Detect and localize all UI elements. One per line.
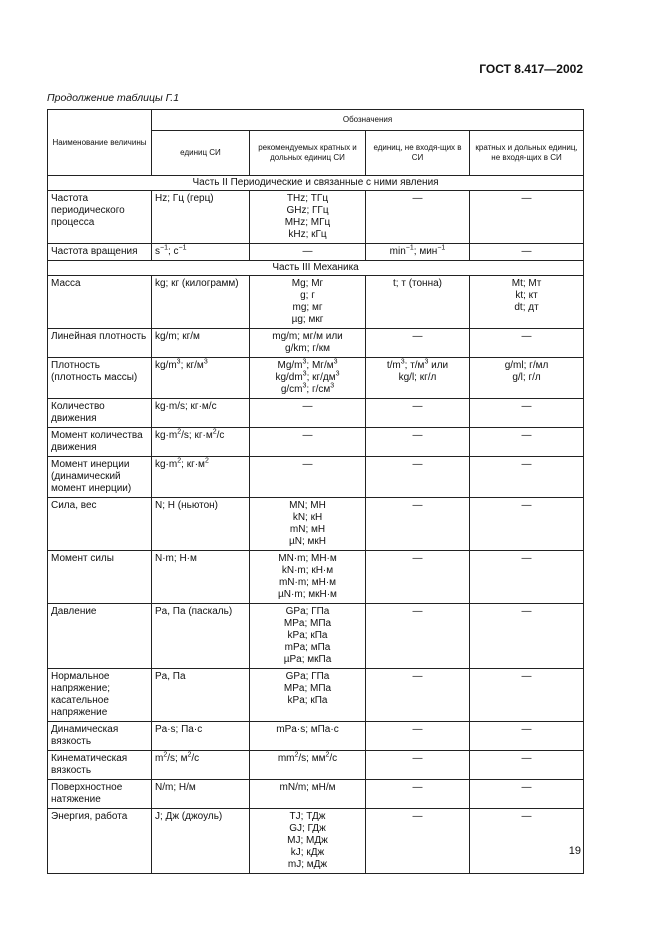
non-si-unit-cell: —	[366, 551, 470, 604]
section-title-part3: Часть III Механика	[48, 261, 584, 276]
exponent: 2	[212, 428, 217, 436]
non-si-unit	[369, 360, 466, 372]
si-unit-cell: N·m; Н·м	[152, 551, 250, 604]
header-si-units: единиц СИ	[152, 131, 250, 176]
quantity-cell: Плотность (плотность массы)	[48, 358, 152, 399]
non-si-unit-cell: —	[366, 604, 470, 669]
exponent: 3	[400, 358, 405, 366]
non-si-multiples-cell: —	[470, 428, 584, 457]
multiple-unit: mJ; мДж	[287, 859, 328, 870]
non-si-multiples-cell: —	[470, 498, 584, 551]
si-unit-cell: N/m; Н/м	[152, 780, 250, 809]
table-row	[48, 780, 584, 809]
non-si-unit-cell: —	[366, 722, 470, 751]
quantity-cell: Кинематическая вязкость	[48, 751, 152, 780]
quantity-cell: Момент инерции (динамический момент инерции)	[48, 457, 152, 498]
exponent: 3	[335, 370, 340, 378]
multiple-unit: mPa; мПа	[284, 642, 331, 653]
si-unit-cell	[152, 428, 250, 457]
header-non-si-units: единиц, не входя-щих в СИ	[366, 131, 470, 176]
si-unit-cell: Pa·s; Па·с	[152, 722, 250, 751]
section-title-part2: Часть II Периодические и связанные с ними явления	[48, 176, 584, 191]
quantity-cell: Момент количества движения	[48, 428, 152, 457]
table-row	[48, 329, 584, 358]
quantity-cell: Поверхностное натяжение	[48, 780, 152, 809]
multiples-cell	[250, 780, 366, 809]
multiple-unit: MPa; МПа	[283, 618, 332, 629]
multiple-unit: GPa; ГПа	[285, 671, 330, 682]
table-row	[48, 751, 584, 780]
si-unit-cell: Pa, Па (паскаль)	[152, 604, 250, 669]
multiple-unit: kN·m; кН·м	[281, 565, 334, 576]
multiple-unit: MN; МН	[289, 500, 326, 511]
unit-text: ; Мг/м	[306, 360, 334, 371]
non-si-multiples-cell	[470, 358, 584, 399]
multiples-cell	[250, 498, 366, 551]
multiple-unit: MJ; МДж	[287, 835, 328, 846]
non-si-unit-cell: —	[366, 751, 470, 780]
table-row	[48, 276, 584, 329]
multiple-unit: kN; кН	[292, 512, 323, 523]
exponent: −1	[178, 244, 187, 252]
multiples-cell	[250, 551, 366, 604]
units-table	[47, 109, 584, 874]
multiples-cell	[250, 604, 366, 669]
table-row	[48, 358, 584, 399]
table-row	[48, 244, 584, 261]
unit-text: /s; кг·м	[181, 430, 213, 441]
multiple-unit: mN; мН	[289, 524, 326, 535]
si-unit-cell: Pa, Па	[152, 669, 250, 722]
quantity-cell: Момент силы	[48, 551, 152, 604]
table-caption: Продолжение таблицы Г.1	[47, 92, 180, 104]
unit-text: kg/m	[155, 360, 177, 371]
header-row-1	[48, 110, 584, 131]
document-code: ГОСТ 8.417—2002	[479, 62, 583, 76]
multiple-unit: kPa; кПа	[287, 695, 328, 706]
si-unit-cell	[152, 358, 250, 399]
multiple-unit: g/km; г/км	[285, 343, 330, 354]
multiple-unit: TJ; ТДж	[289, 811, 326, 822]
table-row	[48, 498, 584, 551]
table-row	[48, 722, 584, 751]
multiple-unit: µN·m; мкН·м	[278, 589, 337, 600]
multiple-unit: µPa; мкПа	[283, 654, 332, 665]
multiples-cell	[250, 191, 366, 244]
page-number: 19	[568, 845, 581, 857]
exponent: −1	[405, 244, 414, 252]
non-si-multiples-cell: —	[470, 551, 584, 604]
exponent: 2	[177, 428, 182, 436]
unit-text: /s; мм	[298, 753, 326, 764]
multiple-unit: g; г	[300, 290, 315, 301]
non-si-unit-cell: t; т (тонна)	[366, 276, 470, 329]
non-si-unit-cell	[366, 358, 470, 399]
quantity-cell: Частота периодического процесса	[48, 191, 152, 244]
quantity-cell: Энергия, работа	[48, 809, 152, 874]
non-si-unit-cell: —	[366, 809, 470, 874]
unit-text: /s; м	[167, 753, 188, 764]
non-si-multiples-cell: —	[470, 329, 584, 358]
non-si-multiples-cell	[470, 276, 584, 329]
multiple-unit: MHz; МГц	[284, 217, 331, 228]
unit-text: kg/dm	[275, 372, 303, 383]
table-row	[48, 604, 584, 669]
multiple-unit	[253, 384, 362, 396]
multiples-cell	[250, 276, 366, 329]
table-row	[48, 428, 584, 457]
unit-text: /с	[329, 753, 338, 764]
unit-text: mm	[277, 753, 295, 764]
multiple-unit: µg; мкг	[291, 314, 324, 325]
quantity-cell: Количество движения	[48, 399, 152, 428]
si-unit-cell: N; Н (ньютон)	[152, 498, 250, 551]
multiples-cell	[250, 809, 366, 874]
multiple-unit: kHz; кГц	[288, 229, 327, 240]
si-unit-cell: Hz; Гц (герц)	[152, 191, 250, 244]
multiple-unit: mN/m; мН/м	[279, 782, 336, 793]
multiples-cell	[250, 722, 366, 751]
multiple-unit: GPa; ГПа	[285, 606, 330, 617]
exponent: 3	[302, 370, 307, 378]
multiple-unit: GJ; ГДж	[289, 823, 326, 834]
multiples-cell: —	[250, 457, 366, 498]
header-non-si-multiples: кратных и дольных единиц, не входя-щих в СИ	[470, 131, 584, 176]
unit-text: Mg/m	[277, 360, 303, 371]
unit-text: ; кг/м	[180, 360, 204, 371]
exponent: 2	[163, 751, 168, 759]
unit-text: min	[389, 246, 406, 257]
non-si-multiples-cell: —	[470, 669, 584, 722]
multiple-unit: kPa; кПа	[287, 630, 328, 641]
multiple-unit: Mt; Мт	[511, 278, 542, 289]
unit-text: s	[155, 246, 160, 257]
multiples-cell: —	[250, 244, 366, 261]
unit-text: kg·m	[155, 430, 178, 441]
table-row	[48, 809, 584, 874]
header-recommended-multiples: рекомендуемых кратных и дольных единиц СИ	[250, 131, 366, 176]
quantity-cell: Давление	[48, 604, 152, 669]
unit-text: /с	[191, 753, 200, 764]
unit-text: ; с	[167, 246, 179, 257]
multiple-unit: mg/m; мг/м или	[272, 331, 343, 342]
multiples-cell: —	[250, 428, 366, 457]
exponent: 2	[177, 457, 182, 465]
table-row	[48, 551, 584, 604]
quantity-cell: Частота вращения	[48, 244, 152, 261]
exponent: 3	[330, 382, 335, 390]
multiple-unit: kJ; кДж	[290, 847, 325, 858]
non-si-multiples-cell: —	[470, 457, 584, 498]
multiple-unit: g/ml; г/мл	[504, 360, 549, 371]
exponent: 2	[187, 751, 192, 759]
multiple-unit: THz; ТГц	[286, 193, 329, 204]
non-si-multiples-cell: —	[470, 399, 584, 428]
multiple-unit	[253, 360, 362, 372]
table-row	[48, 669, 584, 722]
quantity-cell: Линейная плотность	[48, 329, 152, 358]
non-si-unit-cell: —	[366, 780, 470, 809]
unit-text: ; мин	[413, 246, 438, 257]
exponent: 3	[424, 358, 429, 366]
table-row	[48, 191, 584, 244]
si-unit-cell	[152, 244, 250, 261]
multiple-unit: MN·m; МН·м	[278, 553, 337, 564]
unit-text: /с	[216, 430, 225, 441]
si-unit-cell	[152, 457, 250, 498]
non-si-unit-cell: —	[366, 498, 470, 551]
non-si-multiples-cell: —	[470, 191, 584, 244]
unit-text: ; кг·м	[181, 459, 205, 470]
exponent: 3	[176, 358, 181, 366]
multiples-cell	[250, 329, 366, 358]
exponent: −1	[437, 244, 446, 252]
exponent: 2	[204, 457, 209, 465]
unit-text: ; кг/дм	[306, 372, 336, 383]
multiple-unit: GHz; ГГц	[286, 205, 329, 216]
multiple-unit: g/l; г/л	[512, 372, 541, 383]
multiples-cell: —	[250, 399, 366, 428]
multiple-unit: mPa·s; мПа·с	[276, 724, 339, 735]
exponent: 3	[302, 358, 307, 366]
unit-text: ; г/см	[306, 384, 331, 395]
non-si-unit-cell: —	[366, 329, 470, 358]
non-si-unit-cell: —	[366, 457, 470, 498]
unit-text: kg·m	[155, 459, 178, 470]
unit-text: или	[428, 360, 449, 371]
non-si-multiples-cell: —	[470, 751, 584, 780]
non-si-multiples-cell: —	[470, 244, 584, 261]
unit-text: g/cm	[280, 384, 303, 395]
unit-text: t/m	[386, 360, 401, 371]
exponent: −1	[160, 244, 168, 252]
multiple-unit: Mg; Мг	[291, 278, 324, 289]
exponent: 3	[333, 358, 338, 366]
non-si-multiples-cell: —	[470, 722, 584, 751]
non-si-unit: kg/l; кг/л	[398, 372, 437, 383]
quantity-cell: Нормальное напряжение; касательное напряжение	[48, 669, 152, 722]
section-row-part2	[48, 176, 584, 191]
multiples-cell	[250, 669, 366, 722]
si-unit-cell: kg·m/s; кг·м/с	[152, 399, 250, 428]
non-si-unit-cell: —	[366, 428, 470, 457]
si-unit-cell	[152, 751, 250, 780]
multiples-cell	[250, 358, 366, 399]
multiple-unit: µN; мкН	[288, 536, 326, 547]
non-si-unit-cell: —	[366, 399, 470, 428]
header-designation: Обозначения	[152, 110, 584, 131]
si-unit-cell: kg/m; кг/м	[152, 329, 250, 358]
si-unit-cell: J; Дж (джоуль)	[152, 809, 250, 874]
non-si-unit-cell	[366, 244, 470, 261]
quantity-cell: Динамическая вязкость	[48, 722, 152, 751]
multiple-unit: kt; кт	[515, 290, 538, 301]
multiple-unit: MPa; МПа	[283, 683, 332, 694]
quantity-cell: Масса	[48, 276, 152, 329]
non-si-unit-cell: —	[366, 191, 470, 244]
quantity-cell: Сила, вес	[48, 498, 152, 551]
header-quantity-name: Наименование величины	[48, 110, 152, 176]
multiple-unit: mN·m; мН·м	[278, 577, 337, 588]
multiple-unit: dt; дт	[514, 302, 539, 313]
exponent: 3	[203, 358, 208, 366]
table-row	[48, 457, 584, 498]
unit-text: ; т/м	[404, 360, 425, 371]
multiple-unit: mg; мг	[292, 302, 323, 313]
table-row	[48, 399, 584, 428]
exponent: 3	[302, 382, 307, 390]
non-si-multiples-cell: —	[470, 809, 584, 874]
exponent: 2	[325, 751, 330, 759]
unit-text: m	[155, 753, 164, 764]
multiples-cell	[250, 751, 366, 780]
non-si-unit-cell: —	[366, 669, 470, 722]
non-si-multiples-cell: —	[470, 604, 584, 669]
exponent: 2	[294, 751, 299, 759]
section-row-part3	[48, 261, 584, 276]
multiple-unit	[253, 372, 362, 384]
si-unit-cell: kg; кг (килограмм)	[152, 276, 250, 329]
non-si-multiples-cell: —	[470, 780, 584, 809]
